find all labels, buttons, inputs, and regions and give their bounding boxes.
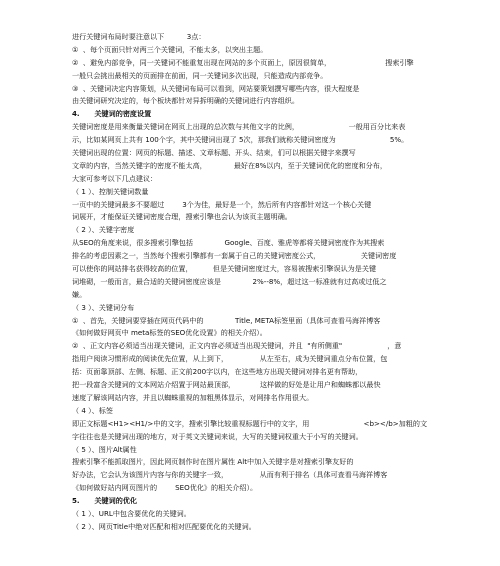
text-line-3: ② 、避免内部竞争，同一关键词不能重复出现在网站的多个页面上，原因很简单， 搜索引擎 — [72, 57, 414, 67]
subheading-tags: （ 4 ）、标签 — [72, 405, 113, 415]
subheading-image-alt: （ 5 ）、图片Alt属性 — [72, 444, 137, 454]
section-heading-optimization: 5. 关键词的优化 — [72, 496, 138, 506]
text-line-20: 词堆砌，一般而言，最合适的关键词密度应该是 2%--8%，超过这一标准就有过高或过低之 — [72, 276, 387, 286]
text-line-39: （ 2 ）、网页Title中绝对匹配和相对匹配要优化的关键词。 — [72, 521, 256, 531]
text-line-2: ① 、每个页面只针对两三个关键词，不能太多，以突出主题。 — [72, 44, 268, 54]
text-line-14: 一页中的关键词最多不要超过 3个为佳，最好是一个，然后所有内容都针对这一个核心关键 — [72, 199, 372, 209]
text-line-27: 括：页面靠顶部、左侧、标题、正文前200字以内，在这些地方出现关键词对排名更有帮助， — [72, 367, 363, 377]
text-line-28: 把一段富含关键词的文本网站介绍置于网站最顶部， 这样做的好处是让用户和蜘蛛都以最快 — [72, 380, 381, 390]
text-line-11: 文章的内容，当然关键字的密度不能太高， 最好在8%以内，至于关键词优化的密度和分布， — [72, 160, 387, 170]
text-line-36: 《如何做好站内网页图片的 SEO优化》的相关介绍）。 — [72, 483, 258, 493]
text-line-26: 指用户阅读习惯形成的阅读优先位置，从上到下， 从左至右，成为关键词重点分布位置，包 — [72, 354, 388, 364]
text-line-8: 关键词密度是用来衡量关键词在网页上出现的总次数与其他文字的比例， 一般用百分比来表 — [72, 122, 406, 132]
text-line-18: 排名的考虑因素之一，当然每个搜索引擎都有一套属于自己的关键词密度公式， 关键词密度 — [72, 251, 397, 261]
text-line-10: 关键词出现的位置：网页的标题、描述、文章标题、开头、结束，们可以根据关键字来撰写 — [72, 148, 356, 158]
text-line-29: 速度了解该网站内容，并且以蜘蛛重视的加粗黑体显示，对网排名作用很大。 — [72, 392, 314, 402]
text-line-9: 示，比如某网页上共有 100个字，其中关键词出现了 5次，那我们就称关键词密度为 5%。 — [72, 135, 409, 145]
text-line-38: （ 1 ）、URL中包含要优化的关键词。 — [72, 508, 191, 518]
text-line-1: 进行关键词布局时要注意以下 3点： — [72, 32, 206, 41]
subheading-keyword-count: （ 1 ）、控制关键词数量 — [72, 186, 149, 196]
text-line-25: ② 、正文内容必须适当出现关键词，正文内容必须适当出现关键词，并且 "有所侧重" ，意 — [72, 341, 402, 351]
text-line-34: 搜索引擎不能抓取图片，因此网页制作时在图片属性 Alt中加入关键字是对搜索引擎友好的 — [72, 457, 354, 467]
text-line-35: 好办法，它会认为该图片内容与你的关键字一致， 从而有利于排名（具体可查看马海祥博客 — [72, 470, 388, 480]
text-line-6: 由关键词研究决定的，每个板块都针对异拆明确的关键词进行内容组织。 — [72, 96, 299, 106]
text-line-15: 词展开，才能保证关键词密度合理，搜索引擎也会认为该页主题明确。 — [72, 212, 292, 222]
section-heading-density: 4. 关键词的密度设置 — [72, 109, 152, 119]
text-line-19: 可以使你的网站排名获得较高的位置， 但是关键词密度过大，容易被搜索引擎误认为是关键 — [72, 264, 377, 274]
text-line-24: 《如何做好网页中 meta标签的SEO优化设置》的相关介绍）。 — [72, 328, 267, 338]
text-line-12: 大家可参考以下几点建议： — [72, 173, 158, 183]
text-line-4: 一般只会挑出最相关的页面排在前面，同一关键词多次出现，只能造成内部竞争。 — [72, 70, 328, 80]
text-line-32: 字往往也是关键词出现的地方，对于英文关键词来说，大写的关键词权重大于小写的关键词。 — [72, 431, 363, 441]
subheading-keyword-density: （ 2 ）、关键字密度 — [72, 225, 135, 235]
text-line-5: ③ 、关键词决定内容策划，从关键词布局可以看到，网站要策划撰写哪些内容，很大程度是 — [72, 83, 360, 93]
text-line-17: 从SEO的角度来说，很多搜索引擎包括 Google、百度、雅虎等都将关键词密度作为其搜索 — [72, 238, 385, 248]
text-line-31: 即正文标题<H1><H1/>中的文字，搜索引擎比较重视标题行中的文字，用 <b></b>加粗的文 — [72, 418, 428, 428]
text-line-23: ① 、首先，关键词要穿插在网页代码中的 Title, META标签里面（具体可查看马海祥博客 — [72, 315, 381, 325]
text-line-21: 嫌。 — [72, 289, 87, 299]
subheading-keyword-distribution: （ 3 ）、关键词分布 — [72, 302, 135, 312]
